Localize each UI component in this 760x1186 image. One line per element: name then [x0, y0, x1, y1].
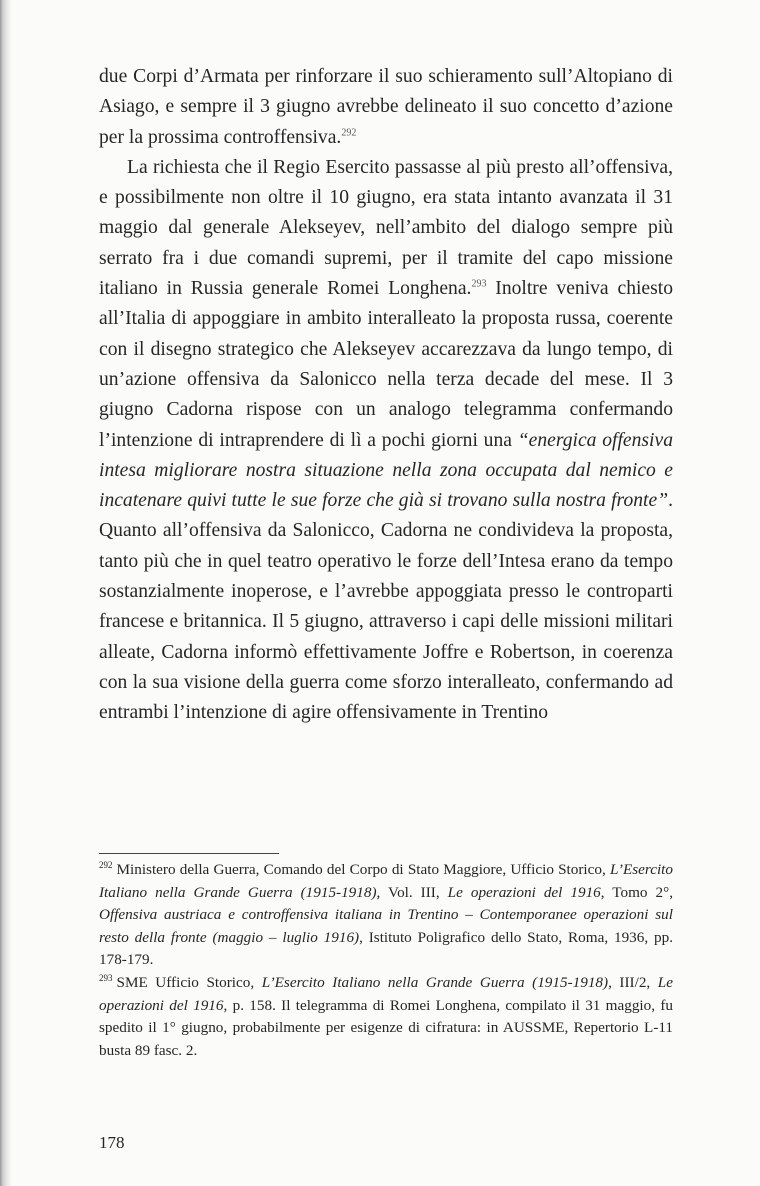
main-text	[99, 62, 673, 729]
quoted-telegram: “energica offensiva intesa migliorare nostra situazione nella zona occupata dal nemico e incatenare quivi tutte le sue forze che già si trovano sulla nostra fronte”	[99, 429, 673, 512]
footnote-293: $^{293}$ SME Ufficio Storico, L’Esercito Italiano nella Grande Guerra (1915-1918), III/2, Le operazioni del 1916, p. 158. Il telegramma di Romei Longhena, compilato il 31 maggio, fu spedito il 1° giugno, probabilmente per esigenze di cifratura: in AUSSME, Repertorio L-11 busta 89 fasc. 2.	[99, 972, 673, 1059]
footnote-number: 293	[99, 972, 113, 983]
footnotes	[99, 859, 673, 1062]
page-number: 178	[99, 1133, 125, 1152]
book-gutter-shadow	[0, 0, 12, 1186]
footnote-separator	[99, 853, 279, 854]
footnote-ref-292[interactable]: 292	[341, 127, 357, 139]
paragraph-1: due Corpi d’Armata per rinforzare il suo schieramento sull’Altopiano di Asiago, e sempre il 3 giugno avrebbe delineato il suo concetto d’azione per la prossima controffensiva.$^{292}$	[99, 66, 673, 148]
paragraph-2: La richiesta che il Regio Esercito passasse al più presto all’offensiva, e possibilmente non oltre il 10 giugno, era stata intanto avanzata il 31 maggio dal generale Alekseyev, nell’ambito del dialogo sempre più serrato fra i due comandi supremi, per il tramite del capo missione italiano in Russia generale Romei Longhena.$^{293}$ Inoltre veniva chiesto all’Italia di appoggiare in ambito interalleato la proposta russa, coerente con il disegno strategico che Alekseyev accarezzava da lungo tempo, di un’azione offensiva da Salonicco nella terza decade del mese. Il 3 giugno Cadorna rispose con un analogo telegramma confermando l’intenzione di intraprendere di lì a pochi giorni una “energica offensiva intesa migliorare nostra situazione nella zona occupata dal nemico e incatenare quivi tutte le sue forze che già si trovano sulla nostra fronte”. Quanto all’offensiva da Salonicco, Cadorna ne condivideva la proposta, tanto più che in quel teatro operativo le forze dell’Intesa erano da tempo sostanzialmente inoperose, e l’avrebbe appoggiata presso le controparti francese e britannica. Il 5 giugno, attraverso i capi delle missioni militari alleate, Cadorna informò effettivamente Joffre e Robertson, in coerenza con la sua visione della guerra come sforzo interalleato, confermando ad entrambi l’intenzione di agire offensivamente in Trentino	[99, 156, 673, 724]
footnote-292: $^{292}$ Ministero della Guerra, Comando del Corpo di Stato Maggiore, Ufficio Storico, L’Esercito Italiano nella Grande Guerra (1915-1918), Vol. III, Le operazioni del 1916, Tomo 2°, Offensiva austriaca e controffensiva italiana in Trentino – Contemporanee operazioni sul resto della fronte (maggio – luglio 1916), Istituto Poligrafico dello Stato, Roma, 1936, pp. 178-179.	[99, 859, 673, 969]
footnote-ref-293[interactable]: 293	[471, 278, 487, 290]
footnote-number: 292	[99, 859, 113, 870]
